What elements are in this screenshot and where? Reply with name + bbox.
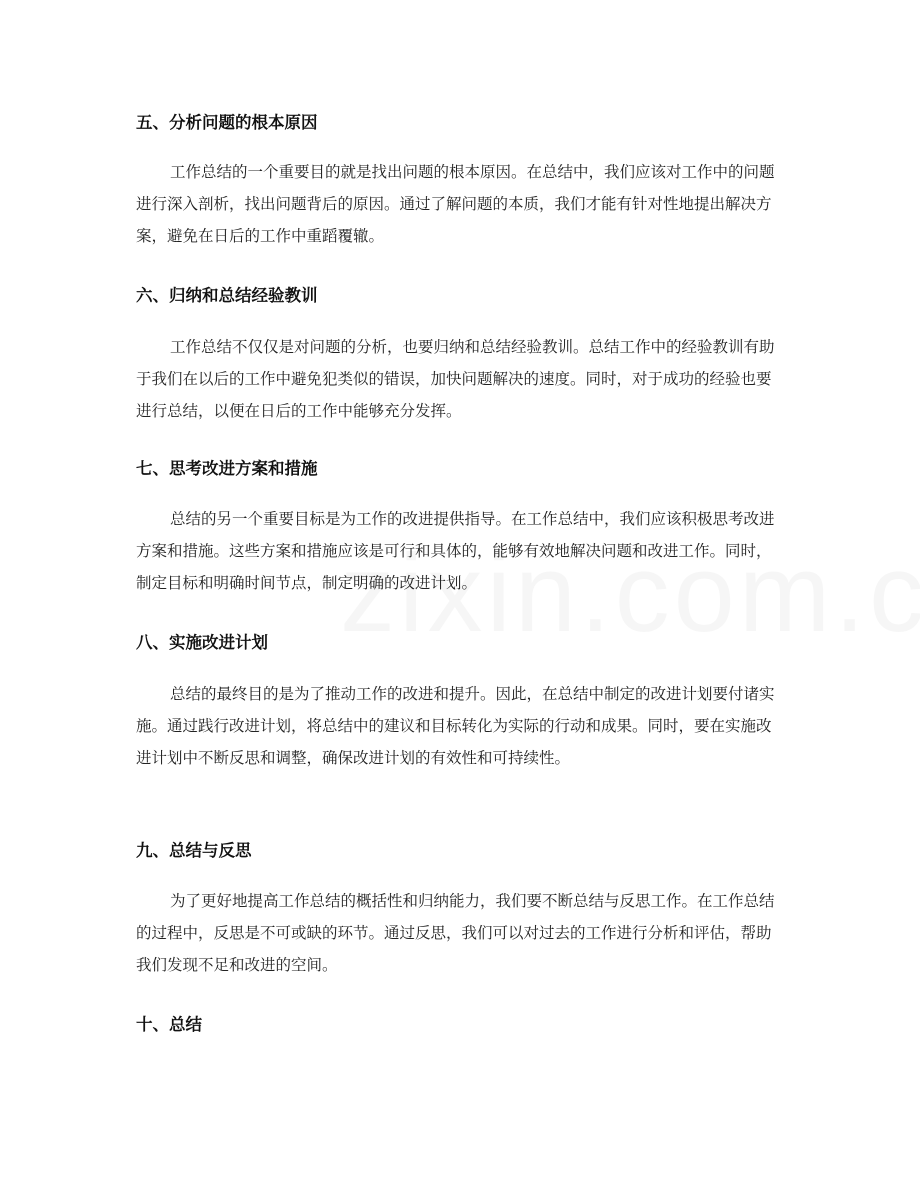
section-6-paragraph: 工作总结不仅仅是对问题的分析，也要归纳和总结经验教训。总结工作中的经验教训有助于我们在以后的工作中避免犯类似的错误，加快问题解决的速度。同时，对于成功的经验也要进行总结，以便在日后的工作中能够充分发挥。 <box>136 338 775 420</box>
section-5-paragraph: 工作总结的一个重要目的就是找出问题的根本原因。在总结中，我们应该对工作中的问题进行深入剖析，找出问题背后的原因。通过了解问题的本质，我们才能有针对性地提出解决方案，避免在日后的工作中重蹈覆辙。 <box>136 163 775 245</box>
section-8-heading: 八、实施改进计划 <box>136 633 268 652</box>
section-5-heading: 五、分析问题的根本原因 <box>136 113 318 132</box>
section-7-heading: 七、思考改进方案和措施 <box>136 459 318 478</box>
section-8-paragraph: 总结的最终目的是为了推动工作的改进和提升。因此，在总结中制定的改进计划要付诸实施。通过践行改进计划，将总结中的建议和目标转化为实际的行动和成果。同时，要在实施改进计划中不断反思和调整，确保改进计划的有效性和可持续性。 <box>136 685 775 767</box>
section-6-heading: 六、归纳和总结经验教训 <box>136 286 318 305</box>
section-7-paragraph: 总结的另一个重要目标是为工作的改进提供指导。在工作总结中，我们应该积极思考改进方案和措施。这些方案和措施应该是可行和具体的，能够有效地解决问题和改进工作。同时，制定目标和明确时间节点，制定明确的改进计划。 <box>136 510 775 592</box>
section-9-heading: 九、总结与反思 <box>136 841 252 860</box>
section-10-heading: 十、总结 <box>136 1015 202 1034</box>
section-9-paragraph: 为了更好地提高工作总结的概括性和归纳能力，我们要不断总结与反思工作。在工作总结的过程中，反思是不可或缺的环节。通过反思，我们可以对过去的工作进行分析和评估，帮助我们发现不足和改进的空间。 <box>136 892 775 974</box>
